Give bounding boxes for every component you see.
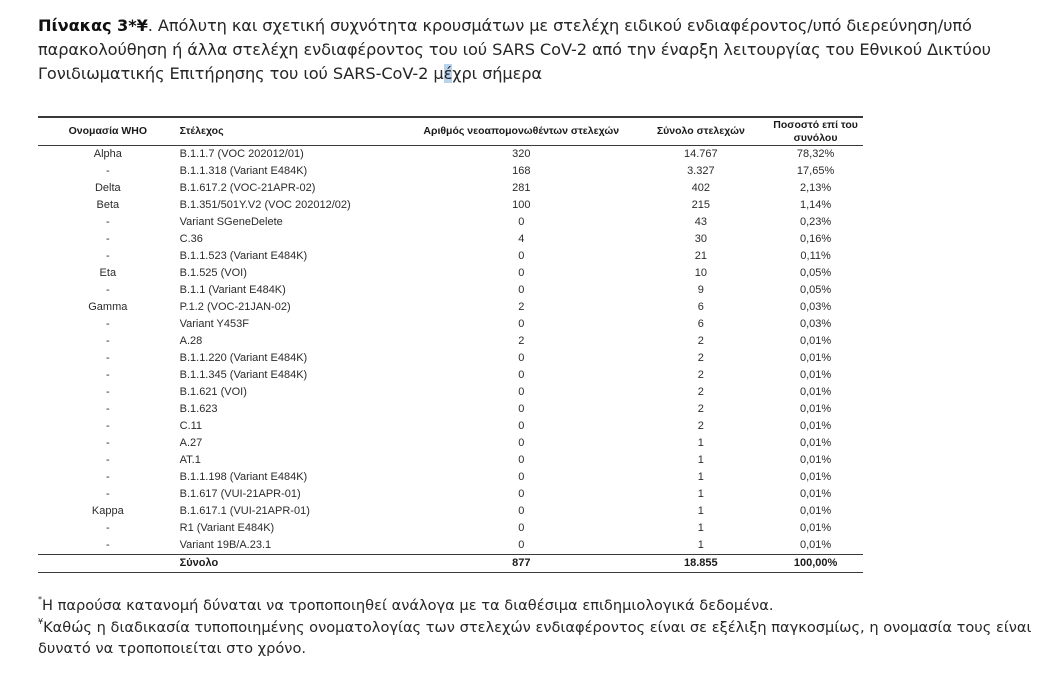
cell-who-name: - [105, 233, 110, 245]
cell-who-name: - [105, 216, 110, 228]
cell-strain: B.1.351/501Y.V2 (VOC 202012/02) [179, 199, 351, 211]
caption-text: . Απόλυτη και σχετική συχνότητα κρουσμάτων με στελέχη ειδικού ενδιαφέροντος/υπό διερεύνηση/υπό παρακολούθηση ή άλλα στελέχη ενδιαφέροντος του ιού SARS CoV-2 από την έναρξη λειτουργίας του Εθνικού Δικτύου Γονιδιωματικής Επιτήρησης του ιού SARS-CoV-2 μ [38, 16, 991, 83]
cell-strain: B.1.621 (VOI) [179, 386, 247, 398]
cell-percentage: 0,01% [799, 539, 832, 551]
cell-new-isolates: 0 [518, 250, 525, 262]
cell-total-strains: 1 [697, 505, 704, 517]
cell-percentage: 0,05% [799, 284, 832, 296]
cell-total-strains: 21 [694, 250, 707, 262]
cell-percentage: 0,01% [799, 403, 832, 415]
table-row [38, 197, 863, 214]
footnote-mark: ¥ [38, 616, 44, 626]
cell-new-isolates: 281 [512, 182, 531, 194]
total-label: Σύνολο [179, 557, 219, 569]
cell-new-isolates: 168 [512, 165, 531, 177]
cell-total-strains: 2 [697, 335, 704, 347]
cell-total-strains: 1 [697, 539, 704, 551]
cell-who-name: - [105, 284, 110, 296]
variants-table [38, 116, 863, 573]
cell-who-name: - [105, 420, 110, 432]
table-row [38, 231, 863, 248]
cell-new-isolates: 0 [518, 386, 525, 398]
cell-strain: Variant SGeneDelete [179, 216, 283, 228]
table-row [38, 333, 863, 350]
footnote-text: Καθώς η διαδικασία τυποποιημένης ονοματολογίας των στελεχών ενδιαφέροντος είναι σε εξέλιξη παγκοσμίως, η ονομασία τους είναι δυνατό να τροποποιείται στο χρόνο. [38, 618, 1032, 657]
cell-strain: B.1.623 [179, 403, 218, 415]
table-row [38, 435, 863, 452]
cell-strain: B.1.1.318 (Variant E484K) [179, 165, 308, 177]
cell-new-isolates: 0 [518, 369, 525, 381]
table-row [38, 503, 863, 520]
cell-strain: A.27 [179, 437, 203, 449]
cell-strain: R1 (Variant E484K) [179, 522, 275, 534]
header-total-strains: Σύνολο στελεχών [656, 125, 745, 137]
table-row [38, 452, 863, 469]
cell-total-strains: 402 [691, 182, 711, 194]
table-body [38, 146, 863, 555]
cell-total-strains: 9 [697, 284, 704, 296]
cell-percentage: 0,01% [799, 420, 832, 432]
cell-total-strains: 1 [697, 522, 704, 534]
cell-who-name: - [105, 488, 110, 500]
cell-total-strains: 14.767 [684, 148, 718, 160]
cell-total-strains: 43 [694, 216, 707, 228]
table-row [38, 537, 863, 555]
cell-new-isolates: 320 [512, 148, 531, 160]
cell-total-strains: 1 [697, 437, 704, 449]
cell-total-strains: 1 [697, 454, 704, 466]
cell-percentage: 17,65% [796, 165, 835, 177]
cell-new-isolates: 0 [518, 488, 525, 500]
table-row [38, 265, 863, 282]
cell-who-name: - [105, 386, 110, 398]
cell-new-isolates: 4 [518, 233, 525, 245]
cell-percentage: 0,01% [799, 369, 832, 381]
footnotes [38, 595, 1038, 660]
cell-total-strains: 215 [691, 199, 711, 211]
cell-who-name: Eta [99, 267, 117, 279]
cell-strain: B.1.1.7 (VOC 202012/01) [179, 148, 304, 160]
footnote-asterisk [38, 595, 1038, 617]
cell-new-isolates: 0 [518, 267, 525, 279]
table-caption [38, 14, 1038, 86]
table-header-row [38, 117, 863, 146]
cell-percentage: 2,13% [799, 182, 832, 194]
cell-percentage: 0,01% [799, 437, 832, 449]
total-new: 877 [512, 557, 531, 569]
table-row [38, 418, 863, 435]
cell-strain: Variant Y453F [179, 318, 249, 330]
cell-percentage: 0,05% [799, 267, 832, 279]
cell-percentage: 0,01% [799, 352, 832, 364]
total-percentage: 100,00% [793, 557, 838, 569]
table-row [38, 384, 863, 401]
cell-new-isolates: 0 [518, 216, 525, 228]
cell-who-name: Beta [96, 199, 120, 211]
table-row [38, 180, 863, 197]
cell-strain: Variant 19B/A.23.1 [179, 539, 272, 551]
cell-strain: B.1.617.2 (VOC-21APR-02) [179, 182, 316, 194]
cell-new-isolates: 2 [518, 335, 525, 347]
table-total-row [38, 555, 863, 573]
cell-percentage: 78,32% [796, 148, 835, 160]
cell-who-name: - [105, 539, 110, 551]
cell-new-isolates: 0 [518, 454, 525, 466]
cell-strain: C.11 [179, 420, 203, 432]
table-row [38, 367, 863, 384]
table-row [38, 469, 863, 486]
cell-percentage: 0,01% [799, 488, 832, 500]
cell-strain: P.1.2 (VOC-21JAN-02) [179, 301, 291, 313]
cell-percentage: 0,03% [799, 301, 832, 313]
cell-new-isolates: 0 [518, 539, 525, 551]
cell-who-name: Gamma [88, 301, 128, 313]
cell-strain: B.1.1.345 (Variant E484K) [179, 369, 308, 381]
cell-new-isolates: 0 [518, 437, 525, 449]
total-who [38, 555, 178, 573]
cell-total-strains: 1 [697, 471, 704, 483]
header-percentage: Ποσοστό επί του συνόλου [773, 118, 858, 144]
cell-total-strains: 2 [697, 420, 704, 432]
cell-percentage: 0,01% [799, 386, 832, 398]
cell-total-strains: 1 [697, 488, 704, 500]
cell-strain: A.28 [179, 335, 203, 347]
cell-who-name: - [105, 335, 110, 347]
cell-who-name: - [105, 165, 110, 177]
table-row [38, 146, 863, 164]
cell-total-strains: 2 [697, 386, 704, 398]
cell-percentage: 0,16% [799, 233, 832, 245]
table-row [38, 401, 863, 418]
table-row [38, 316, 863, 333]
cell-who-name: - [105, 250, 110, 262]
cell-who-name: - [105, 437, 110, 449]
cell-who-name: - [105, 471, 110, 483]
cell-new-isolates: 0 [518, 471, 525, 483]
cell-who-name: - [105, 522, 110, 534]
cell-new-isolates: 2 [518, 301, 525, 313]
cell-strain: B.1.1.220 (Variant E484K) [179, 352, 308, 364]
cell-percentage: 0,11% [800, 250, 831, 262]
cell-who-name: Delta [94, 182, 121, 194]
footnote-yen [38, 617, 1038, 660]
cell-total-strains: 6 [697, 301, 704, 313]
cell-percentage: 1,14% [799, 199, 832, 211]
cell-who-name: - [105, 454, 110, 466]
total-strains: 18.855 [684, 557, 718, 569]
cell-who-name: - [105, 403, 110, 415]
cell-who-name: Alpha [93, 148, 122, 160]
table-row [38, 163, 863, 180]
cell-new-isolates: 0 [518, 403, 525, 415]
cell-total-strains: 2 [697, 369, 704, 381]
cell-strain: B.1.1.523 (Variant E484K) [179, 250, 308, 262]
cell-total-strains: 2 [697, 352, 704, 364]
cell-who-name: - [105, 318, 110, 330]
cell-strain: B.1.1 (Variant E484K) [179, 284, 286, 296]
table-row [38, 486, 863, 503]
cell-percentage: 0,01% [799, 335, 832, 347]
header-who-name: Ονομασία WHO [68, 125, 148, 137]
text-selection: έ [443, 64, 453, 83]
footnote-text: Η παρούσα κατανομή δύναται να τροποποιηθεί ανάλογα με τα διαθέσιμα επιδημιολογικά δεδομένα. [42, 597, 774, 614]
cell-strain: C.36 [179, 233, 203, 245]
cell-total-strains: 30 [694, 233, 707, 245]
header-new-isolates: Αριθμός νεοαπομονωθέντων στελεχών [423, 125, 620, 137]
cell-percentage: 0,23% [799, 216, 832, 228]
table-row [38, 214, 863, 231]
cell-total-strains: 6 [697, 318, 704, 330]
footnote-mark: * [38, 595, 42, 604]
table-row [38, 282, 863, 299]
cell-strain: AT.1 [179, 454, 201, 466]
cell-new-isolates: 0 [518, 505, 525, 517]
cell-who-name: - [105, 352, 110, 364]
cell-strain: B.1.1.198 (Variant E484K) [179, 471, 308, 483]
cell-new-isolates: 100 [512, 199, 531, 211]
cell-new-isolates: 0 [518, 522, 525, 534]
table-row [38, 299, 863, 316]
cell-strain: B.1.525 (VOI) [179, 267, 247, 279]
table-row [38, 350, 863, 367]
cell-new-isolates: 0 [518, 420, 525, 432]
cell-who-name: - [105, 369, 110, 381]
cell-percentage: 0,01% [799, 522, 832, 534]
caption-label: Πίνακας 3*¥ [38, 16, 148, 35]
cell-percentage: 0,03% [799, 318, 832, 330]
caption-text-end: χρι σήμερα [452, 64, 542, 83]
cell-total-strains: 3.327 [687, 165, 715, 177]
cell-who-name: Kappa [91, 505, 124, 517]
cell-percentage: 0,01% [799, 471, 832, 483]
cell-total-strains: 2 [697, 403, 704, 415]
header-strain: Στέλεχος [179, 125, 224, 137]
cell-percentage: 0,01% [799, 505, 832, 517]
cell-percentage: 0,01% [799, 454, 832, 466]
table-row [38, 520, 863, 537]
cell-new-isolates: 0 [518, 318, 525, 330]
cell-strain: B.1.617 (VUI-21APR-01) [179, 488, 301, 500]
cell-strain: B.1.617.1 (VUI-21APR-01) [179, 505, 310, 517]
table-row [38, 248, 863, 265]
cell-new-isolates: 0 [518, 284, 525, 296]
cell-new-isolates: 0 [518, 352, 525, 364]
cell-total-strains: 10 [694, 267, 707, 279]
